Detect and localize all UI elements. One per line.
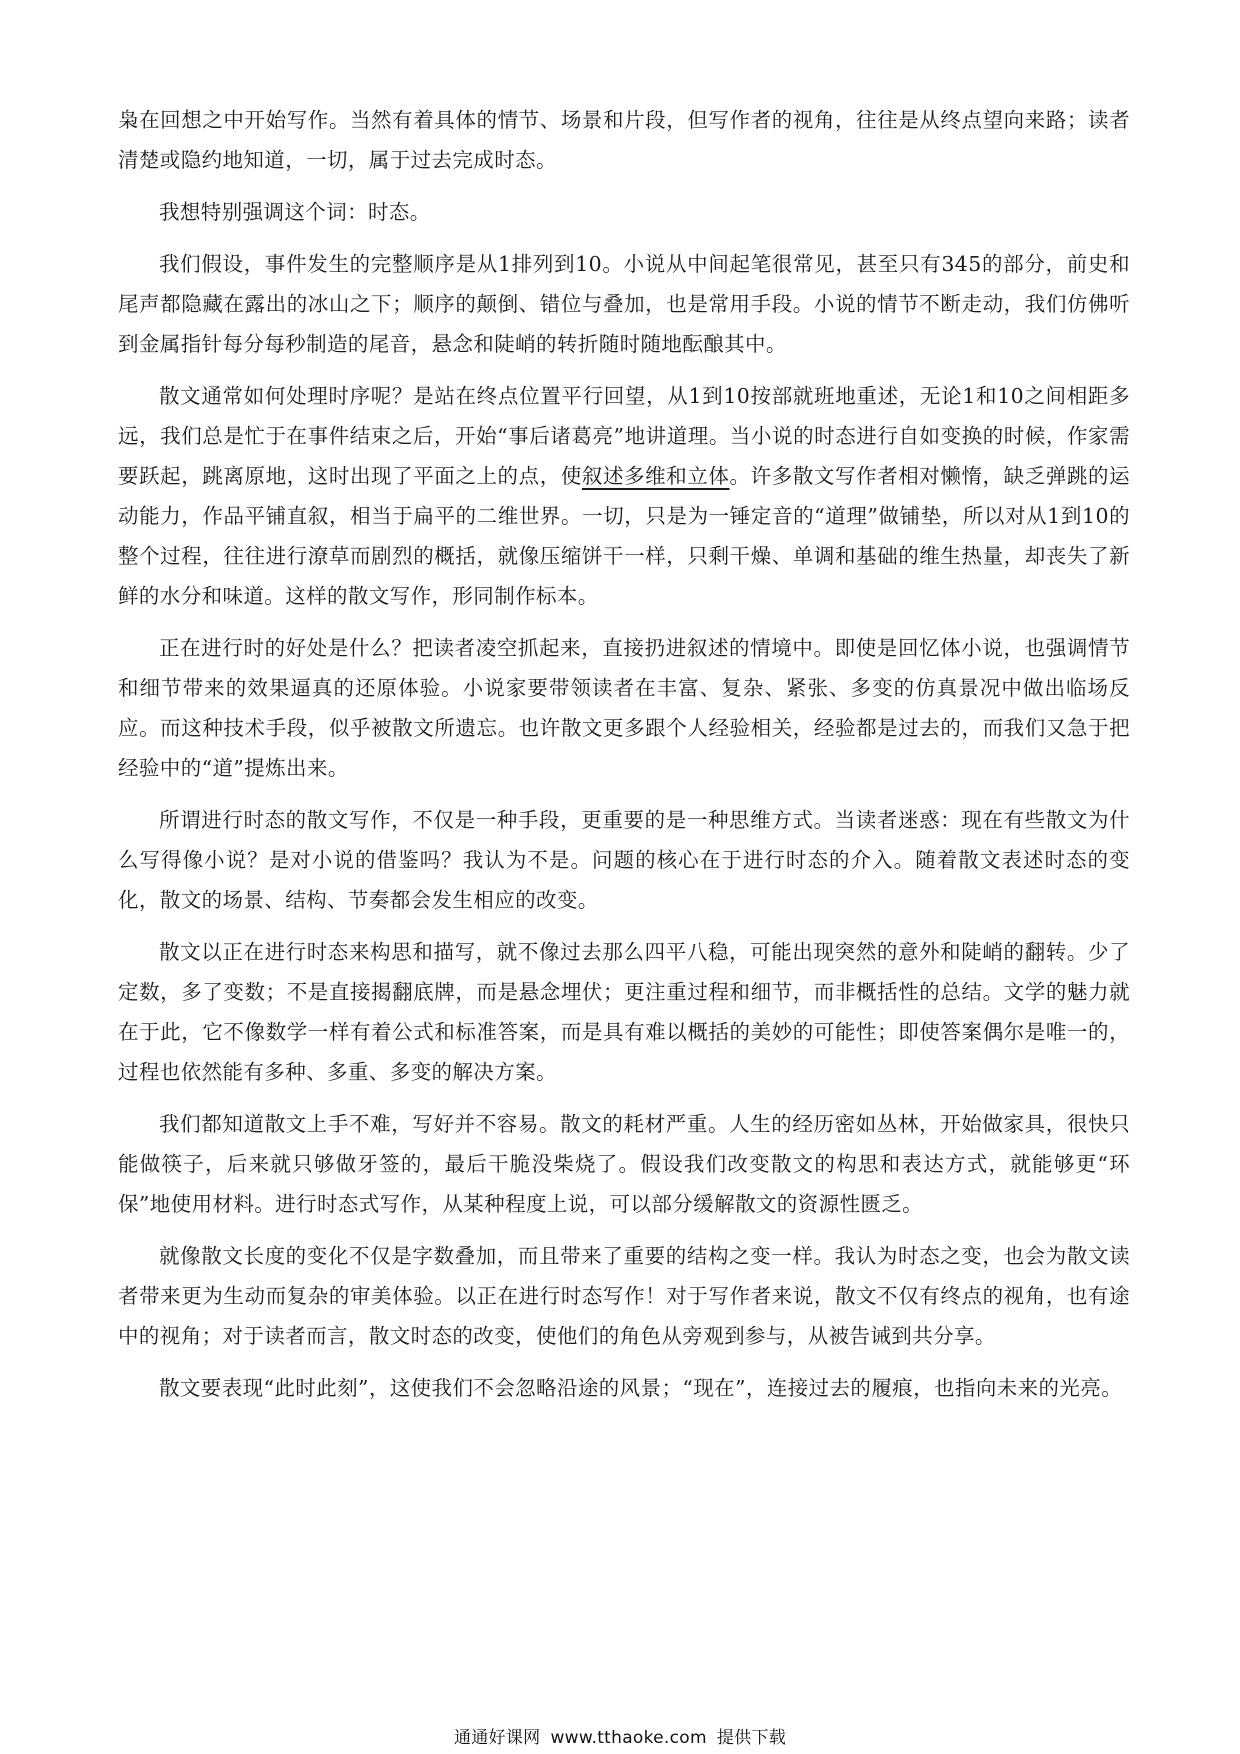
paragraph-7: 散文以正在进行时态来构思和描写，就不像过去那么四平八稳，可能出现突然的意外和陡峭的翻转。少了定数，多了变数；不是直接揭翻底牌，而是悬念埋伏；更注重过程和细节，而非概括性的总结。文学的魅力就在于此，它不像数学一样有着公式和标准答案，而是具有难以概括的美妙的可能性；即使答案偶尔是唯一的，过程也依然能有多种、多重、多变的解决方案。: [118, 940, 1130, 1084]
paragraph-6: 所谓进行时态的散文写作，不仅是一种手段，更重要的是一种思维方式。当读者迷惑：现在有些散文为什么写得像小说？是对小说的借鉴吗？我认为不是。问题的核心在于进行时态的介入。随着散文表述时态的变化，散文的场景、结构、节奏都会发生相应的改变。: [118, 808, 1130, 912]
footer-url[interactable]: www.tthaoke.com: [550, 1728, 707, 1748]
paragraph-2: 我想特别强调这个词：时态。: [159, 200, 431, 224]
paragraph-10: 散文要表现“此时此刻”，这使我们不会忽略沿途的风景；“现在”，连接过去的履痕，也指向未来的光亮。: [159, 1376, 1123, 1400]
paragraph-9: 就像散文长度的变化不仅是字数叠加，而且带来了重要的结构之变一样。我认为时态之变，也会为散文读者带来更为生动而复杂的审美体验。以正在进行时态写作！对于写作者来说，散文不仅有终点的视角，也有途中的视角；对于读者而言，散文时态的改变，使他们的角色从旁观到参与，从被告诫到共分享。: [118, 1244, 1130, 1348]
paragraph-3: 我们假设，事件发生的完整顺序是从1排列到10。小说从中间起笔很常见，甚至只有345的部分，前史和尾声都隐藏在露出的冰山之下；顺序的颠倒、错位与叠加，也是常用手段。小说的情节不断走动，我们仿佛听到金属指针每分每秒制造的尾音，悬念和陡峭的转折随时随地酝酿其中。: [118, 252, 1130, 356]
underlined-phrase: 叙述多维和立体: [581, 464, 730, 488]
paragraph-4-after: 。许多散文写作者相对懒惰，缺乏弹跳的运动能力，作品平铺直叙，相当于扁平的二维世界。一切，只是为一锤定音的“道理”做铺垫，所以对从1到10的整个过程，往往进行潦草而剧烈的概括，就像压缩饼干一样，只剩干燥、单调和基础的维生热量，却丧失了新鲜的水分和味道。这样的散文写作，形同制作标本。: [118, 464, 1130, 608]
paragraph-5: 正在进行时的好处是什么？把读者凌空抓起来，直接扔进叙述的情境中。即使是回忆体小说，也强调情节和细节带来的效果逼真的还原体验。小说家要带领读者在丰富、复杂、紧张、多变的仿真景况中做出临场反应。而这种技术手段，似乎被散文所遗忘。也许散文更多跟个人经验相关，经验都是过去的，而我们又急于把经验中的“道”提炼出来。: [118, 636, 1130, 780]
footer-suffix: 提供下载: [716, 1728, 787, 1748]
paragraph-1: 枭在回想之中开始写作。当然有着具体的情节、场景和片段，但写作者的视角，往往是从终点望向来路；读者清楚或隐约地知道，一切，属于过去完成时态。: [118, 108, 1130, 172]
page-footer: [0, 1727, 1240, 1749]
article-body: [118, 100, 1130, 1420]
paragraph-4-before: 散文通常如何处理时序呢？是站在终点位置平行回望，从1到10按部就班地重述，无论1和10之间相距多远，我们总是忙于在事件结束之后，开始“事后诸葛亮”地讲道理。当小说的时态进行自如变换的时候，作家需要跃起，跳离原地，这时出现了平面之上的点，使: [118, 384, 1130, 488]
footer-site-name: 通通好课网: [453, 1728, 541, 1748]
paragraph-4: [118, 376, 1130, 616]
paragraph-8: 我们都知道散文上手不难，写好并不容易。散文的耗材严重。人生的经历密如丛林，开始做家具，很快只能做筷子，后来就只够做牙签的，最后干脆没柴烧了。假设我们改变散文的构思和表达方式，就能够更“环保”地使用材料。进行时态式写作，从某种程度上说，可以部分缓解散文的资源性匮乏。: [118, 1112, 1130, 1216]
